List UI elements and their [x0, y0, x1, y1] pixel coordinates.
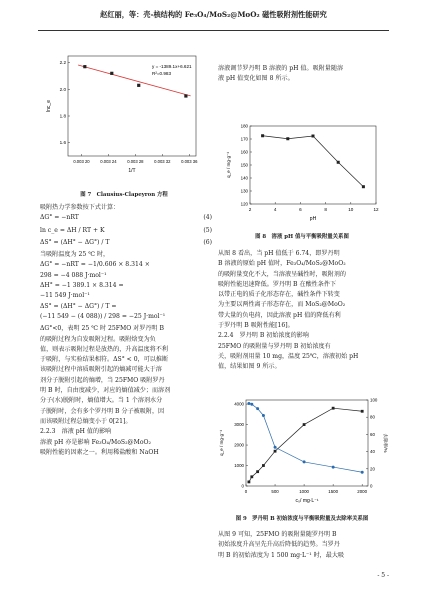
equation-6: ΔS° = (ΔH° − ΔG°) / T (6): [40, 238, 212, 246]
thermo-paragraph: [40, 324, 212, 427]
x-tick-label: 6: [299, 207, 302, 212]
data-point: [261, 134, 264, 137]
x-tick-label: 8: [324, 207, 327, 212]
x-tick-label: 0.003 36: [181, 159, 198, 164]
text-line: 的吸附量变化不大，当溶液呈碱性时，吸附剂的: [218, 270, 346, 278]
text-line: 初始浓度升高呈先升高后降低的趋势。当罗丹: [218, 541, 340, 549]
data-point: [110, 72, 113, 75]
y-tick-label: 160: [240, 149, 248, 155]
adsorption-point: [361, 410, 364, 413]
y-tick-label-right: 100: [370, 397, 378, 403]
text-line: 从图 9 可知，25FMO 的吸附量随罗丹明 B: [218, 531, 337, 538]
y-tick-label: 2.0: [59, 86, 66, 92]
y-tick-label-left: 2000: [234, 442, 244, 448]
adsorption-point: [256, 470, 259, 473]
text-line: 吸附热力学参数按下式计算：: [40, 204, 120, 211]
fit-r2: R²=0.983: [152, 71, 172, 76]
y-tick-label-right: 40: [370, 449, 375, 455]
text-line: 而该吸附过程总熵变小于 0[21]。: [40, 417, 132, 425]
x-axis-label: 1/T: [128, 168, 136, 174]
data-point: [286, 137, 289, 140]
page-number: - 5 -: [377, 572, 389, 579]
text-line: 液 pH 值变化如图 8 所示。: [218, 75, 294, 83]
y-tick-label: 120: [240, 201, 248, 207]
x-tick-label: 0: [244, 489, 248, 494]
text-line: ΔS° = (ΔH° − ΔG°) / T =: [40, 302, 117, 310]
equation-4: ΔG° = −nRT (4): [40, 214, 212, 222]
fit-equation: y = -1389.1x+6.621: [152, 64, 192, 69]
y-tick-label: 130: [240, 188, 248, 194]
right-column-bottom: [218, 530, 390, 561]
removal-point: [303, 460, 306, 463]
text-line: ΔG°<0，表明 25 ℃ 时 25FMO 对罗丹明 B: [40, 325, 164, 333]
text-line: 298 = −4 088 J·mol⁻¹: [40, 271, 107, 279]
adsorption-point: [303, 423, 306, 426]
data-point: [337, 161, 340, 164]
equation-5: ln c_e = ΔH / RT + K (5): [40, 226, 212, 234]
x-tick-label: 12: [373, 207, 379, 212]
text-line: 于罗丹明 B 吸附性能[16]。: [218, 322, 294, 330]
removal-point: [247, 402, 250, 405]
adsorption-point: [248, 481, 251, 484]
y-axis-label: q_e / mg·g⁻¹: [226, 152, 231, 178]
text-line: 的吸附过程为自发吸附过程。吸附焓变为负: [40, 335, 156, 343]
figure-9-caption: 图 9 罗丹明 B 初始浓度与平衡吸附量及去除率关系图: [235, 516, 369, 522]
data-point: [83, 65, 86, 68]
right-column-top: [218, 64, 390, 85]
x-tick-label: 500: [271, 489, 279, 494]
removal-point: [274, 446, 277, 449]
y-tick-label-left: 0: [241, 483, 244, 489]
text-line: 溶液 pH 亦是影响 Fe₃O₄/MoS₂@MoO₂: [40, 438, 151, 446]
text-line: 剂分子脱附引起的熵增，当 25FMO 吸附罗丹: [40, 376, 165, 384]
adsorption-point: [274, 450, 277, 453]
data-point: [312, 135, 315, 138]
series-line: [263, 136, 364, 187]
text-line: 带大量的负电荷，因此溶液 pH 值的降低有利: [218, 311, 341, 319]
text-line: 该吸附过程中溶质吸附引起的熵减可能大于溶: [40, 366, 162, 374]
y-axis-label-right: 去除率/%: [383, 433, 388, 453]
y-axis-label: lnc_e: [46, 100, 52, 112]
y-tick-label-right: 80: [370, 414, 375, 420]
y-tick-label: 180: [240, 123, 248, 129]
text-line: 为主要以两性离子形态存在，而 MoS₂@MoO₂: [218, 301, 346, 309]
figure-9-plot: [216, 394, 388, 510]
y-axis-label-left: q_e / mg·g⁻¹: [219, 430, 224, 456]
running-header: 赵红丽，等：壳-核结构的 Fe₃O₄/MoS₂@MoO₂ 磁性吸附剂性能研究: [100, 10, 327, 19]
removal-point: [361, 471, 364, 474]
adsorption-point: [250, 475, 253, 478]
y-tick-label-left: 3000: [234, 422, 244, 428]
text-line: B 溶液的原始 pH 值时，Fe₃O₄/MoS₂@MoO₂: [218, 260, 346, 268]
text-line: 以带正电的质子化形态存在，碱性条件下转变: [218, 291, 340, 299]
x-tick-label: 10: [348, 207, 354, 212]
data-point: [184, 94, 187, 97]
text-line: 吸附性能的因素之一。利用稀盐酸和 NaOH: [40, 448, 159, 456]
y-tick-label-left: 4000: [234, 401, 244, 407]
right-column-middle: [218, 249, 390, 373]
adsorption-point: [332, 407, 335, 410]
adsorption-line: [249, 408, 362, 482]
x-tick-label: 1000: [299, 489, 309, 494]
removal-point: [256, 407, 259, 410]
y-tick-label: 2.2: [59, 60, 66, 66]
section-heading: 2.2.3 溶液 pH 值的影响: [40, 428, 112, 436]
text-line: 当吸附温度为 25 ℃ 时，: [40, 251, 110, 259]
text-line: 从图 8 看出，当 pH 值低于 6.74，即罗丹明: [218, 250, 340, 257]
y-tick-label: 1.8: [59, 113, 66, 119]
x-axis-label: pH: [309, 216, 317, 222]
fit-line: [78, 65, 191, 96]
y-tick-label-right: 60: [370, 431, 375, 437]
y-tick-label: 140: [240, 175, 248, 181]
text-line: 明 B 时，自由度减少，对应的熵值减少；而溶剂: [40, 387, 171, 395]
x-tick-label: 1500: [328, 489, 339, 494]
text-line: 关，吸附剂用量 10 mg，温度 25℃，溶液初始 pH: [218, 352, 359, 360]
text-line: (−11 549 − (4 088)) / 298 = −25 J·mol⁻¹: [40, 312, 166, 320]
x-tick-label: 2000: [357, 489, 368, 494]
x-tick-label: 0.003 24: [100, 159, 117, 164]
y-tick-label: 150: [240, 162, 248, 168]
text-line: 分子(水)脱附时，熵值增大。当 1 个溶剂水分: [40, 397, 163, 405]
figure-8-plot: [222, 120, 382, 228]
adsorption-point: [262, 464, 265, 467]
text-line: ΔG° = −nRT = −1/0.606 × 8.314 ×: [40, 261, 150, 269]
text-line: 吸附性能迅速降低。罗丹明 B 在酸性条件下: [218, 280, 337, 288]
x-tick-label: 4: [273, 207, 277, 212]
removal-point: [262, 414, 265, 417]
text-line: 于吸附，与实验结果相符。ΔS° < 0，可以推断: [40, 356, 169, 364]
text-line: 子脱附时，会有多个罗丹明 B 分子被吸附，因: [40, 407, 165, 415]
text-line: −11 549 J·mol⁻¹: [40, 292, 90, 300]
text-line: 值，则表示吸附过程是放热的，升高温度将不利: [40, 345, 168, 353]
y-tick-label-right: 20: [370, 466, 375, 472]
x-tick-label: 0.003 20: [73, 159, 90, 164]
text-line: 溶液调节罗丹明 B 溶液的 pH 值。吸附量随溶: [218, 65, 344, 72]
text-line: ΔH° = −1 389.1 × 8.314 =: [40, 282, 124, 290]
figure-7-plot: [44, 48, 204, 184]
figure-7-caption: 图 7 Clausius-Clapeyron 方程: [80, 192, 168, 198]
header-rule: [38, 30, 389, 31]
removal-point: [332, 466, 335, 469]
x-axis-label: c₀/ mg·L⁻¹: [295, 498, 319, 504]
text-line: 值，结果如图 9 所示。: [218, 363, 281, 371]
data-point: [137, 84, 140, 87]
text-line: 明 B 的初始浓度为 1 500 mg·L⁻¹ 时，最大吸: [218, 551, 345, 559]
y-tick-label: 170: [240, 136, 248, 142]
y-tick-label-left: 1000: [234, 463, 244, 469]
text-line: 25FMO 的吸附量与罗丹明 B 初始浓度有: [218, 342, 331, 350]
y-tick-label-right: 0: [370, 483, 373, 489]
left-column: [40, 203, 212, 458]
removal-point: [250, 403, 253, 406]
figure-8-caption: 图 8 溶液 pH 值与平衡吸附量关系图: [255, 234, 349, 240]
x-tick-label: 0.003 32: [154, 159, 171, 164]
x-tick-label: 0.003 28: [127, 159, 144, 164]
x-tick-label: 2: [248, 207, 252, 212]
y-tick-label: 1.6: [59, 140, 66, 146]
data-point: [362, 185, 365, 188]
section-heading: 2.2.4 罗丹明 B 初始浓度的影响: [218, 332, 309, 340]
